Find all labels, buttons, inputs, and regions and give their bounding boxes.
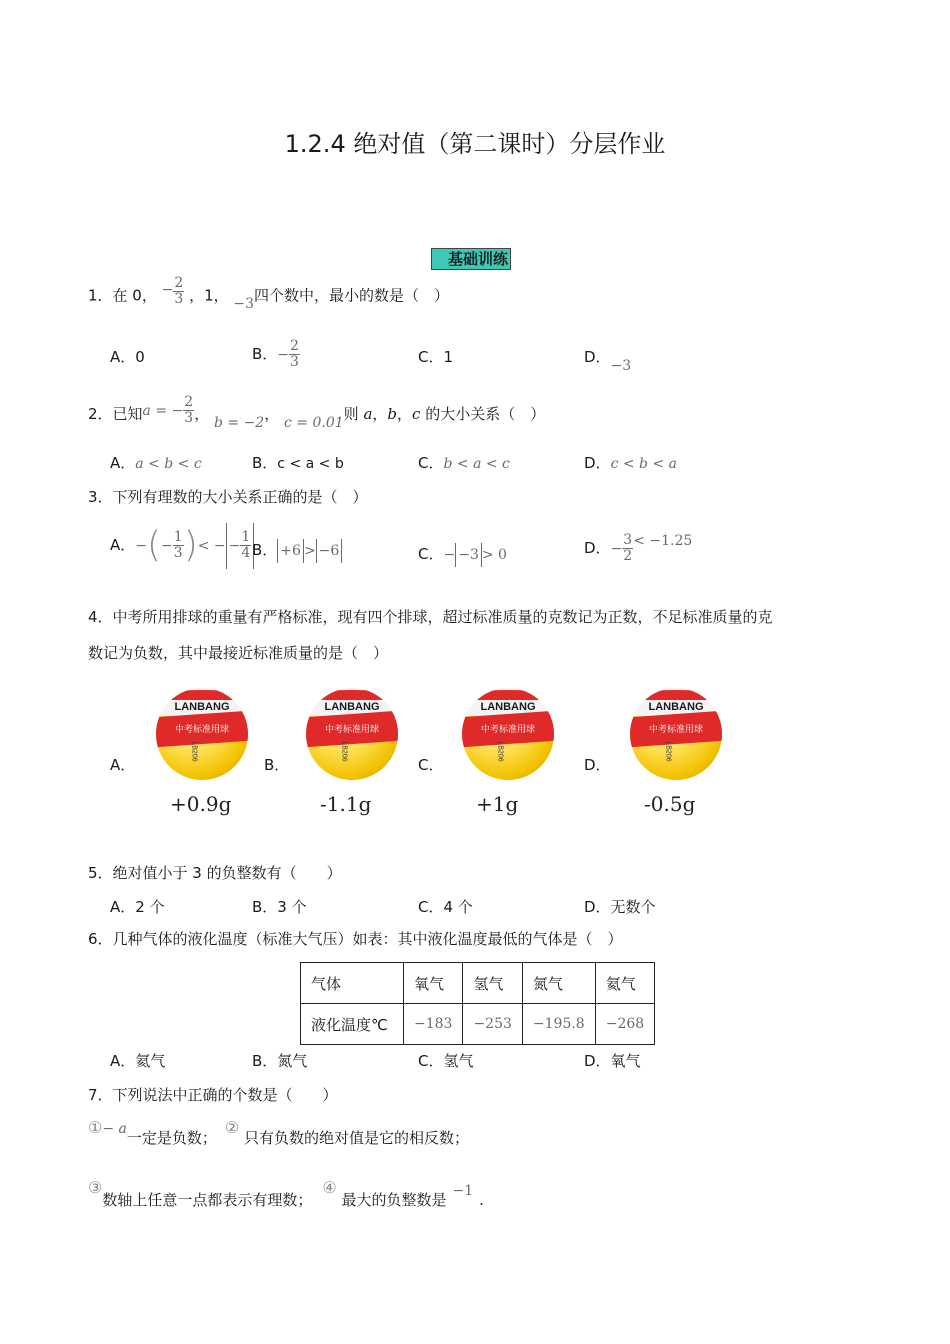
q3-option-a-lt: < − xyxy=(197,538,226,554)
q3-option-d-den: 2 xyxy=(623,548,633,564)
q2-comma-1: ， xyxy=(194,405,210,423)
q4-option-label[interactable]: D． xyxy=(584,756,611,774)
table-cell: 液化温度℃ xyxy=(301,1004,404,1045)
q3-option-a-inner2: − xyxy=(228,537,241,554)
q5-option-c[interactable]: C．4 个 xyxy=(418,898,473,916)
table-cell: 氦气 xyxy=(595,963,654,1004)
ball-panel-red-top xyxy=(306,690,398,700)
q3-option-c-minus: − xyxy=(443,547,456,563)
table-row-header xyxy=(301,963,655,1004)
q6-option-c[interactable]: C．氢气 xyxy=(418,1052,474,1070)
page-title: 1.2.4 绝对值（第二课时）分层作业 xyxy=(284,130,666,158)
q1-mid: ，1， xyxy=(189,286,229,305)
q2-a-fraction xyxy=(183,395,194,427)
q7-s1-text: 一定是负数； xyxy=(126,1129,217,1147)
q3-option-b[interactable] xyxy=(252,538,342,562)
q6-option-a[interactable]: A．氦气 xyxy=(110,1052,166,1070)
q7-s4-end: . xyxy=(479,1191,484,1209)
q2-var-a: a xyxy=(363,405,373,423)
q1-pre: 1．在 0， xyxy=(88,286,157,305)
q3-option-d-label: D． xyxy=(584,539,611,557)
question-7: 7．下列说法中正确的个数是（ ） xyxy=(88,1086,338,1104)
q7-s1-mark: ① xyxy=(88,1118,103,1137)
q3-option-d-minus: − xyxy=(610,541,623,557)
q4-option-weight: -1.1g xyxy=(320,792,372,816)
ball-subtitle: 中考标准用球 xyxy=(324,725,379,735)
q2-post2: 的大小关系（ ） xyxy=(420,405,546,423)
q1-neg3: −3 xyxy=(233,296,255,313)
q1-option-b-den: 3 xyxy=(290,354,299,370)
q4-option-weight: +1g xyxy=(476,792,519,816)
q2-post1: 则 xyxy=(343,405,364,423)
q2-pre: 2．已知 xyxy=(88,405,143,423)
question-2 xyxy=(88,394,545,434)
ball-subtitle: 中考标准用球 xyxy=(480,725,535,735)
q3-option-a-den2: 4 xyxy=(241,545,251,561)
ball-side-text: LB206 xyxy=(664,741,672,762)
q3-option-c[interactable] xyxy=(418,542,507,566)
volleyball-image xyxy=(306,688,398,780)
ball-brand: LANBANG xyxy=(174,701,230,713)
q3-option-a-label: A． xyxy=(110,536,136,554)
q3-option-b-left: +6 xyxy=(277,539,304,563)
question-5: 5．绝对值小于 3 的负整数有（ ） xyxy=(88,864,342,882)
q2-option-d-label: D． xyxy=(584,454,611,472)
q4-option-weight: +0.9g xyxy=(170,792,232,816)
q1-option-c-value: 1 xyxy=(443,348,454,366)
q7-s2-text: 只有负数的绝对值是它的相反数； xyxy=(244,1129,470,1147)
q2-b-expr: b = −2 xyxy=(213,415,265,431)
q3-option-a-minus: − xyxy=(135,538,147,554)
q3-option-a-num2: 1 xyxy=(241,528,251,545)
table-cell: −183 xyxy=(404,1004,463,1045)
q3-option-a-inner-minus: − xyxy=(161,538,173,554)
q4-option-label[interactable]: B． xyxy=(264,756,290,774)
ball-brand: LANBANG xyxy=(480,701,536,713)
ball-subtitle: 中考标准用球 xyxy=(174,725,229,735)
q1-option-c-label: C． xyxy=(418,348,444,366)
ball-side-text: LB206 xyxy=(190,741,198,762)
q2-a-den: 3 xyxy=(184,410,194,426)
q2-comma-2: ， xyxy=(264,405,280,423)
volleyball-image xyxy=(462,688,554,780)
q1-option-d-value: −3 xyxy=(610,358,632,374)
q1-frac-num: 2 xyxy=(174,275,184,291)
q2-option-a-label: A． xyxy=(110,454,136,472)
q3-option-a-rparen: ) xyxy=(183,524,198,566)
q7-s3-mark: ③ xyxy=(88,1178,103,1197)
q5-option-d[interactable]: D．无数个 xyxy=(584,898,656,916)
q2-var-b: b xyxy=(387,405,398,423)
ball-panel-red-top xyxy=(156,690,248,700)
question-1 xyxy=(88,275,450,313)
q3-option-a-den1: 3 xyxy=(173,545,183,561)
q1-option-a-value: 0 xyxy=(135,348,145,366)
q1-option-c[interactable] xyxy=(418,346,453,367)
q1-option-b-num: 2 xyxy=(290,337,299,354)
q2-sep-1: ， xyxy=(372,405,388,423)
ball-brand: LANBANG xyxy=(648,701,704,713)
table-cell: −253 xyxy=(463,1004,522,1045)
gas-table xyxy=(300,962,655,1045)
q1-option-d-label: D． xyxy=(584,348,611,366)
table-cell: −195.8 xyxy=(522,1004,595,1045)
q7-statements-3-4 xyxy=(88,1180,484,1220)
ball-panel-red-top xyxy=(462,690,554,700)
ball-side-text: LB206 xyxy=(340,741,348,762)
table-cell: 气体 xyxy=(301,963,404,1004)
question-4-line-2: 数记为负数，其中最接近标准质量的是（ ） xyxy=(88,644,389,662)
q1-option-b-label: B． xyxy=(252,345,278,363)
q2-var-c: c xyxy=(412,405,421,423)
q1-option-a-label: A． xyxy=(110,348,136,366)
q2-option-c-value: b < a < c xyxy=(443,456,510,472)
ball-panel-red-top xyxy=(630,690,722,700)
q1-option-d[interactable] xyxy=(584,346,632,374)
q1-option-b-sign: − xyxy=(277,347,290,363)
question-4-line-1: 4．中考所用排球的重量有严格标准，现有四个排球，超过标准质量的克数记为正数，不足标准质量的克 xyxy=(88,608,773,626)
q1-option-a[interactable] xyxy=(110,346,145,367)
q1-fraction xyxy=(173,276,184,308)
q2-c-expr: c = 0.01 xyxy=(284,415,344,431)
q7-s4-text: 最大的负整数是 xyxy=(341,1191,447,1209)
question-6: 6．几种气体的液化温度（标准大气压）如表：其中液化温度最低的气体是（ ） xyxy=(88,930,623,948)
table-cell: −268 xyxy=(595,1004,654,1045)
q3-option-c-rest: > 0 xyxy=(481,547,507,563)
q2-option-a[interactable] xyxy=(110,452,202,473)
q6-option-b[interactable]: B．氮气 xyxy=(252,1052,308,1070)
volleyball-image xyxy=(156,688,248,780)
q7-s4-mark: ④ xyxy=(322,1178,337,1197)
q3-option-a-abs xyxy=(226,523,255,569)
table-cell: 氧气 xyxy=(404,963,463,1004)
q7-s1-expr: − a xyxy=(102,1121,127,1137)
table-cell: 氮气 xyxy=(522,963,595,1004)
q3-option-c-label: C． xyxy=(418,545,444,563)
q3-option-d[interactable] xyxy=(584,526,692,570)
volleyball-image xyxy=(630,688,722,780)
q4-option-label[interactable]: A． xyxy=(110,756,136,774)
q2-a-expr: a = − xyxy=(142,403,184,419)
q3-option-d-rest: < −1.25 xyxy=(633,533,693,549)
q7-s4-value: −1 xyxy=(452,1183,474,1199)
q2-option-d[interactable] xyxy=(584,452,677,473)
q3-option-c-inner: −3 xyxy=(455,543,482,567)
ball-subtitle: 中考标准用球 xyxy=(648,725,703,735)
q6-option-d[interactable]: D．氧气 xyxy=(584,1052,641,1070)
q7-statements-1-2 xyxy=(88,1118,469,1158)
q7-s2-mark: ② xyxy=(224,1118,240,1137)
q3-option-d-num: 3 xyxy=(623,531,633,548)
q2-option-d-value: c < b < a xyxy=(610,456,677,472)
q7-s3-text: 数轴上任意一点都表示有理数； xyxy=(102,1191,313,1209)
q3-option-a-frac1 xyxy=(173,530,184,562)
ball-brand: LANBANG xyxy=(324,701,380,713)
q3-option-a[interactable] xyxy=(110,522,254,568)
q2-option-b-label: B． xyxy=(252,454,278,472)
q3-option-a-num1: 1 xyxy=(173,528,183,545)
q3-option-b-label: B． xyxy=(252,541,278,559)
q2-option-a-value: a < b < c xyxy=(135,456,202,472)
q4-option-label[interactable]: C． xyxy=(418,756,444,774)
section-header: 基础训练 xyxy=(431,248,511,270)
table-row xyxy=(301,1004,655,1045)
table-cell: 氢气 xyxy=(463,963,522,1004)
q5-option-a[interactable]: A．2 个 xyxy=(110,898,165,916)
ball-side-text: LB206 xyxy=(496,741,504,762)
q2-option-b[interactable] xyxy=(252,452,344,473)
question-3: 3．下列有理数的大小关系正确的是（ ） xyxy=(88,488,368,506)
q2-a-num: 2 xyxy=(184,393,194,410)
q1-option-b-fraction xyxy=(289,339,300,371)
q2-sep-2: ， xyxy=(397,405,413,423)
q1-frac-den: 3 xyxy=(174,291,184,308)
q5-option-b[interactable]: B．3 个 xyxy=(252,898,307,916)
q3-option-b-right: −6 xyxy=(316,539,343,563)
q3-option-a-frac2 xyxy=(240,530,251,562)
q2-option-b-value: c < a < b xyxy=(277,456,344,472)
q4-option-weight: -0.5g xyxy=(644,792,696,816)
q1-post: 四个数中，最小的数是（ ） xyxy=(254,286,450,305)
q1-frac-sign: − xyxy=(161,282,174,299)
q3-option-b-gt: > xyxy=(303,543,316,559)
q3-option-a-lparen: ( xyxy=(147,524,162,566)
q2-option-c-label: C． xyxy=(418,454,444,472)
q3-option-d-frac xyxy=(622,533,633,565)
q2-option-c[interactable] xyxy=(418,452,510,473)
q1-option-b[interactable] xyxy=(252,334,300,374)
